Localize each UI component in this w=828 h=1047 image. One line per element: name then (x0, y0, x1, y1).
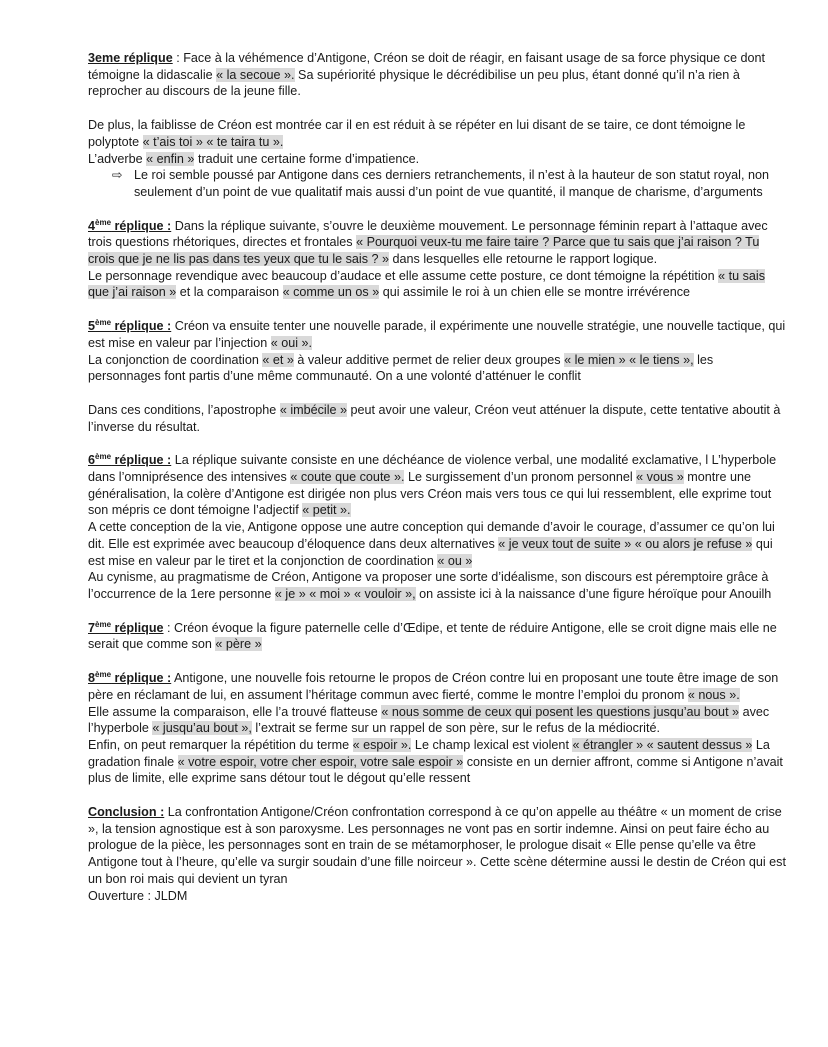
paragraph (88, 569, 788, 602)
document-body (88, 50, 788, 904)
text: Sa supériorité physique le décrédibilise un peu plus, étant donné qu’il n’a rien à reprocher au discours de la jeune fille. (88, 67, 740, 99)
bullet-item (88, 167, 788, 200)
heading-label: réplique : (111, 218, 172, 233)
paragraph-8eme-replique (88, 670, 788, 703)
text: L’adverbe (88, 151, 147, 166)
heading-number: 4 (88, 218, 96, 233)
highlighted-quote: « étrangler » « sautent dessus » (572, 737, 753, 752)
text: les personnages font partis d’une même communauté. On a une volonté d’atténuer le conflit (88, 352, 714, 384)
heading-label: réplique : (111, 453, 172, 468)
spacer (88, 653, 788, 670)
heading-8eme-replique (88, 671, 171, 685)
spacer (88, 100, 788, 117)
paragraph (88, 737, 788, 787)
text: Au cynisme, au pragmatisme de Créon, Antigone va proposer une sorte d’idéalisme, son discours est péremptoire grâce à l’occurrence de la 1ere personne (88, 570, 769, 601)
text: Le personnage revendique avec beaucoup d’audace et elle assume cette posture, ce dont témoigne la répétition (88, 268, 719, 283)
heading-3eme-replique: 3eme réplique (88, 51, 173, 65)
heading-superscript: ème (95, 619, 112, 629)
highlighted-quote: « tu sais que j’ai raison » (88, 268, 766, 300)
text: dans lesquelles elle retourne le rapport logique. (389, 252, 658, 267)
heading-number: 8 (88, 671, 96, 686)
highlighted-quote: « ou » (437, 553, 473, 568)
heading-4eme-replique (88, 219, 171, 233)
paragraph (88, 704, 788, 737)
highlighted-quote: « père » (215, 637, 262, 652)
text: avec l’hyperbole (88, 704, 770, 736)
text: De plus, la faiblisse de Créon est montrée car il en est réduit à se répéter en lui disant de se taire, ce dont témoigne le polyptote (88, 118, 746, 149)
text: : Créon évoque la figure paternelle celle d’Œdipe, et tente de réduire Antigone, elle se croit digne mais elle ne serait que comme son (88, 620, 777, 652)
paragraph-6eme-replique (88, 452, 788, 519)
highlighted-quote: « le mien » « le tiens », (564, 352, 694, 367)
paragraph-3eme-replique (88, 50, 788, 100)
highlighted-quote: « t’ais toi » « te taira tu ». (142, 134, 284, 149)
text: qui assimile le roi à un chien elle se montre irrévérence (379, 285, 691, 300)
text: Le surgissement d’un pronom personnel (404, 470, 637, 485)
text: La gradation finale (88, 737, 770, 769)
paragraph-5eme-replique (88, 318, 788, 351)
spacer (88, 603, 788, 620)
highlighted-quote: « comme un os » (282, 285, 380, 300)
highlighted-quote: « la secoue ». (216, 67, 295, 82)
highlighted-quote: « espoir ». (352, 737, 412, 752)
heading-superscript: ème (95, 317, 112, 327)
text: La confrontation Antigone/Créon confrontation correspond à ce qu’on appelle au théâtre « un moment de crise », la tension agnostique est à son paroxysme. Les personnages ne vont pas en sortir indemne. Ainsi on peut faire écho au prologue de la pièce, les personnages sont en train de se métamorphoser, le prologue disait « Elle pense qu’elle va être Antigone tout à l’heure, qu’elle va surgir soudain d’une fille noirceur ». Cette scène détermine aussi le destin de Créon qui est un bon roi mais qui devient un tyran (88, 805, 786, 886)
highlighted-quote: « enfin » (146, 151, 195, 166)
text: Le champ lexical est violent (411, 737, 573, 752)
text: Dans ces conditions, l’apostrophe (88, 402, 280, 417)
paragraph (88, 117, 788, 150)
heading-label: réplique : (111, 671, 172, 686)
heading-conclusion: Conclusion : (88, 805, 165, 820)
text: A cette conception de la vie, Antigone oppose une autre conception qui demande d’avoir le courage, d’assumer ce qu’on lui dit. Elle est exprimée avec beaucoup d’éloquence dans deux alternatives (88, 520, 775, 551)
text: Antigone, une nouvelle fois retourne le propos de Créon contre lui en proposant une toute être image de son père en réclamant de lui, en assument l’héritage commun avec fierté, comme le montre l’emploi du pronom (88, 671, 779, 702)
paragraph (88, 151, 788, 168)
text: et la comparaison (176, 285, 283, 300)
text: La réplique suivante consiste en une déchéance de violence verbal, une modalité exclamative, l L’hyperbole dans l’omniprésence des intensives (88, 453, 777, 485)
text: qui est mise en valeur par le tiret et la conjonction de coordination (88, 536, 773, 568)
text: traduit une certaine forme d’impatience. (194, 151, 420, 166)
text: consiste en un dernier affront, comme si Antigone n’avait plus de limite, elle exprime sans détour tout le dégout qu’elle ressent (88, 754, 783, 786)
paragraph (88, 402, 788, 435)
heading-5eme-replique (88, 319, 171, 333)
text: à valeur additive permet de relier deux groupes (293, 352, 565, 367)
highlighted-quote: « votre espoir, votre cher espoir, votre sale espoir » (177, 754, 464, 769)
heading-superscript: ème (95, 452, 112, 462)
highlighted-quote: « petit ». (302, 503, 351, 518)
text: Dans la réplique suivante, s’ouvre le deuxième mouvement. Le personnage féminin repart à l’attaque avec trois questions rhétoriques, directes et frontales (88, 218, 768, 250)
arrow-right-icon: ⇨ (112, 168, 123, 183)
paragraph (88, 268, 788, 301)
heading-6eme-replique (88, 453, 171, 467)
spacer (88, 787, 788, 804)
spacer (88, 301, 788, 318)
text: Créon va ensuite tenter une nouvelle parade, il expérimente une nouvelle stratégie, une nouvelle tactique, qui est mise en valeur par l’injection (88, 319, 786, 350)
highlighted-quote: « nous somme de ceux qui posent les questions jusqu’au bout » (381, 704, 740, 719)
text: Le roi semble poussé par Antigone dans ces derniers retranchements, il n’est à la hauteur de son statut royal, non seulement d’un point de vue qualitatif mais aussi d’un point de vue quantité, il manque de charisme, d’arguments (134, 168, 769, 199)
heading-label: réplique : (111, 319, 172, 334)
highlighted-quote: « Pourquoi veux-tu me faire taire ? Parce que tu sais que j’ai raison ? Tu crois que je ne lis pas dans tes yeux que tu le sais ? » (88, 235, 760, 267)
text: Elle assume la comparaison, elle l’a trouvé flatteuse (88, 704, 382, 719)
heading-number: 6 (88, 453, 96, 468)
text: on assiste ici à la naissance d’une figure héroïque pour Anouilh (415, 586, 772, 601)
highlighted-quote: « je » « moi » « vouloir », (274, 586, 416, 601)
paragraph-7eme-replique (88, 620, 788, 653)
highlighted-quote: « nous ». (687, 687, 740, 702)
highlighted-quote: « vous » (636, 470, 684, 485)
paragraph-conclusion (88, 804, 788, 888)
highlighted-quote: « oui ». (270, 335, 313, 350)
text: peut avoir une valeur, Créon veut atténuer la dispute, cette tentative aboutit à l’inverse du résultat. (88, 402, 781, 434)
spacer (88, 385, 788, 402)
heading-7eme-replique (88, 621, 164, 635)
ouverture-line: Ouverture : JLDM (88, 888, 188, 903)
highlighted-quote: « je veux tout de suite » « ou alors je refuse » (498, 536, 753, 551)
paragraph (88, 519, 788, 569)
highlighted-quote: « et » (262, 352, 294, 367)
paragraph-4eme-replique (88, 218, 788, 268)
paragraph (88, 352, 788, 385)
heading-number: 5 (88, 319, 96, 334)
highlighted-quote: « coute que coute ». (290, 470, 405, 485)
highlighted-quote: « jusqu’au bout », (152, 721, 252, 736)
text: l’extrait se ferme sur un rappel de son père, sur le refus de la médiocrité. (251, 721, 660, 736)
heading-label: réplique (111, 620, 164, 635)
heading-superscript: ème (95, 669, 112, 679)
text: : Face à la véhémence d’Antigone, Créon se doit de réagir, en faisant usage de sa force physique ce dont témoigne la didascalie (88, 51, 765, 82)
spacer (88, 201, 788, 218)
spacer (88, 435, 788, 452)
text: La conjonction de coordination (88, 352, 263, 367)
text: Enfin, on peut remarquer la répétition du terme (88, 737, 353, 752)
heading-number: 7 (88, 620, 96, 635)
text: montre une généralisation, la colère d’Antigone est dirigée non plus vers Créon mais vers tous ce qui lui ressemblent, elle exprime tout son mépris ce dont témoigne l’adjectif (88, 470, 772, 518)
highlighted-quote: « imbécile » (279, 402, 348, 417)
heading-superscript: ème (95, 217, 112, 227)
